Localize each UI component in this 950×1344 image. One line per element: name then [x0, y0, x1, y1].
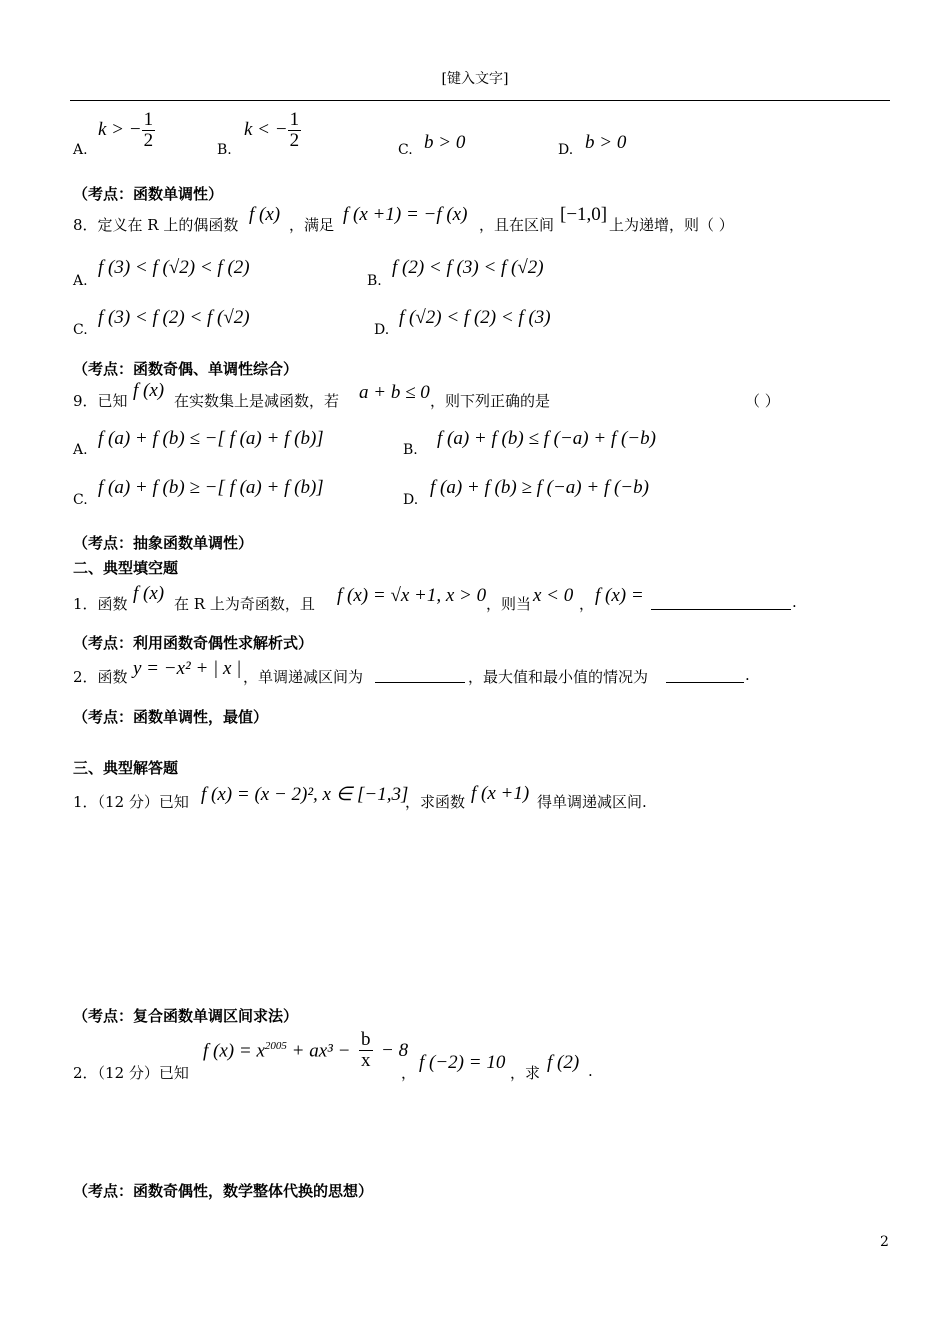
solve2-expr-b: + ax³ − — [286, 1040, 351, 1062]
fill1-mid2: ，则当 — [486, 595, 532, 613]
q8-option-a: f (3) < f (√2) < f (2) — [98, 257, 250, 278]
solve2-condition: f (−2) = 10 — [419, 1052, 506, 1073]
q8-number: 8．定义在 R 上的偶函数 — [73, 216, 239, 234]
fill1-mid: 在 R 上为奇函数，且 — [174, 595, 315, 613]
section-solve-title: 三、典型解答题 — [73, 759, 179, 777]
fill1-condition2: x < 0 — [533, 585, 574, 606]
q8-tail: 上为递增，则（ ） — [609, 216, 734, 234]
solve2-end: . — [588, 1062, 593, 1080]
solve2-number: 2．（12 分）已知 — [73, 1064, 189, 1082]
solve1-tail: 得单调递减区间. — [537, 793, 647, 811]
q9-answer-paren: （ ） — [745, 392, 780, 410]
solve1-expr: f (x) = (x − 2)², x ∈ [−1,3] — [201, 784, 409, 805]
fill2-note: （考点：函数单调性，最值） — [73, 708, 269, 726]
fill2-extrema-blank[interactable] — [666, 682, 744, 683]
solve2-expr-a: f (x) = x — [203, 1040, 265, 1062]
page-number: 2 — [880, 1234, 889, 1250]
fill1-end: . — [792, 593, 797, 611]
solve2-ask: f (2) — [547, 1052, 580, 1073]
header-rule — [70, 100, 890, 101]
q8-option-d-label: D. — [374, 322, 390, 338]
q9-option-d: f (a) + f (b) ≥ f (−a) + f (−b) — [430, 477, 649, 498]
q9-stem — [73, 380, 833, 412]
q8-option-c-label: C. — [73, 322, 88, 338]
fill2-number: 2．函数 — [73, 668, 128, 686]
q9-note: （考点：抽象函数单调性） — [73, 534, 254, 552]
q9-fx: f (x) — [133, 380, 165, 401]
q7-option-b-frac: $\frac{1}{2}$ — [289, 109, 300, 151]
q9-option-c-label: C. — [73, 492, 88, 508]
fill2-mid: ，单调递减区间为 — [243, 668, 364, 686]
fill1-ask: f (x) = — [595, 585, 644, 606]
solve1-stem — [73, 781, 773, 813]
solve2-expr — [203, 1040, 350, 1062]
q9-option-c: f (a) + f (b) ≥ −[ f (a) + f (b)] — [98, 477, 324, 498]
solve2-mid2: ，求 — [510, 1064, 541, 1082]
fill1-answer-blank[interactable] — [651, 609, 791, 610]
solve1-note: （考点：复合函数单调区间求法） — [73, 1007, 299, 1025]
q9-mid: 在实数集上是减函数，若 — [174, 392, 340, 410]
fill1-number: 1．函数 — [73, 595, 128, 613]
q9-tail: ，则下列正确的是 — [430, 392, 551, 410]
page-header: [键入文字] — [441, 71, 509, 87]
solve2-exponent: 2005 — [264, 1040, 287, 1052]
q7-option-d: b > 0 — [585, 132, 627, 153]
fill2-mid2: ，最大值和最小值的情况为 — [468, 668, 649, 686]
q7-note: （考点：函数单调性） — [73, 185, 224, 203]
q8-option-a-label: A. — [73, 273, 88, 289]
solve1-mid: ，求函数 — [405, 793, 466, 811]
fill1-fx: f (x) — [133, 583, 165, 604]
q8-fx: f (x) — [249, 204, 281, 225]
q8-option-c: f (3) < f (2) < f (√2) — [98, 307, 250, 328]
q7-option-a-frac: $\frac{1}{2}$ — [143, 109, 154, 151]
q7-option-b-math: k < − — [244, 118, 288, 140]
q9-option-b: f (a) + f (b) ≤ f (−a) + f (−b) — [437, 428, 656, 449]
q8-option-b: f (2) < f (3) < f (√2) — [392, 257, 544, 278]
q7-option-a-math: k > − — [98, 118, 142, 140]
solve2-note: （考点：函数奇偶性，数学整体代换的思想） — [73, 1182, 374, 1200]
q8-mid2: ，且在区间 — [479, 216, 555, 234]
q7-option-d-label: D. — [558, 142, 574, 158]
q7-option-b — [244, 110, 301, 151]
fill1-condition: f (x) = √x +1, x > 0 — [337, 585, 487, 606]
solve2-mid: ， — [401, 1064, 417, 1082]
fill2-interval-blank[interactable] — [375, 682, 465, 683]
fill2-end: . — [745, 666, 750, 684]
section-fill-in-title: 二、典型填空题 — [73, 559, 179, 577]
fill2-stem — [73, 656, 773, 688]
fill1-comma: ， — [579, 595, 595, 613]
q8-condition: f (x +1) = −f (x) — [343, 204, 468, 225]
q7-option-b-label: B. — [217, 142, 232, 158]
solve2-expr-c: − 8 — [381, 1040, 409, 1061]
solve2-fraction: $\frac{b}{x}$ — [361, 1029, 371, 1071]
fill1-stem — [73, 583, 813, 615]
q9-option-a-label: A. — [73, 442, 88, 458]
solve1-number: 1．（12 分）已知 — [73, 793, 189, 811]
fill1-note: （考点：利用函数奇偶性求解析式） — [73, 634, 314, 652]
q9-option-d-label: D. — [403, 492, 419, 508]
q9-option-b-label: B. — [403, 442, 418, 458]
solve2-stem — [73, 1030, 773, 1086]
q8-note: （考点：函数奇偶、单调性综合） — [73, 360, 299, 378]
solve1-fx: f (x +1) — [471, 783, 530, 804]
q9-option-a: f (a) + f (b) ≤ −[ f (a) + f (b)] — [98, 428, 324, 449]
q7-option-c: b > 0 — [424, 132, 466, 153]
q9-condition: a + b ≤ 0 — [359, 382, 430, 403]
q7-option-a-label: A. — [73, 142, 88, 158]
q8-mid: ，满足 — [289, 216, 335, 234]
fill2-expr: y = −x² + | x | — [133, 658, 242, 679]
q7-option-a — [98, 110, 155, 151]
q8-interval: [−1,0] — [560, 204, 608, 225]
q8-option-d: f (√2) < f (2) < f (3) — [399, 307, 551, 328]
q9-number: 9．已知 — [73, 392, 128, 410]
q7-option-c-label: C. — [398, 142, 413, 158]
q8-option-b-label: B. — [367, 273, 382, 289]
